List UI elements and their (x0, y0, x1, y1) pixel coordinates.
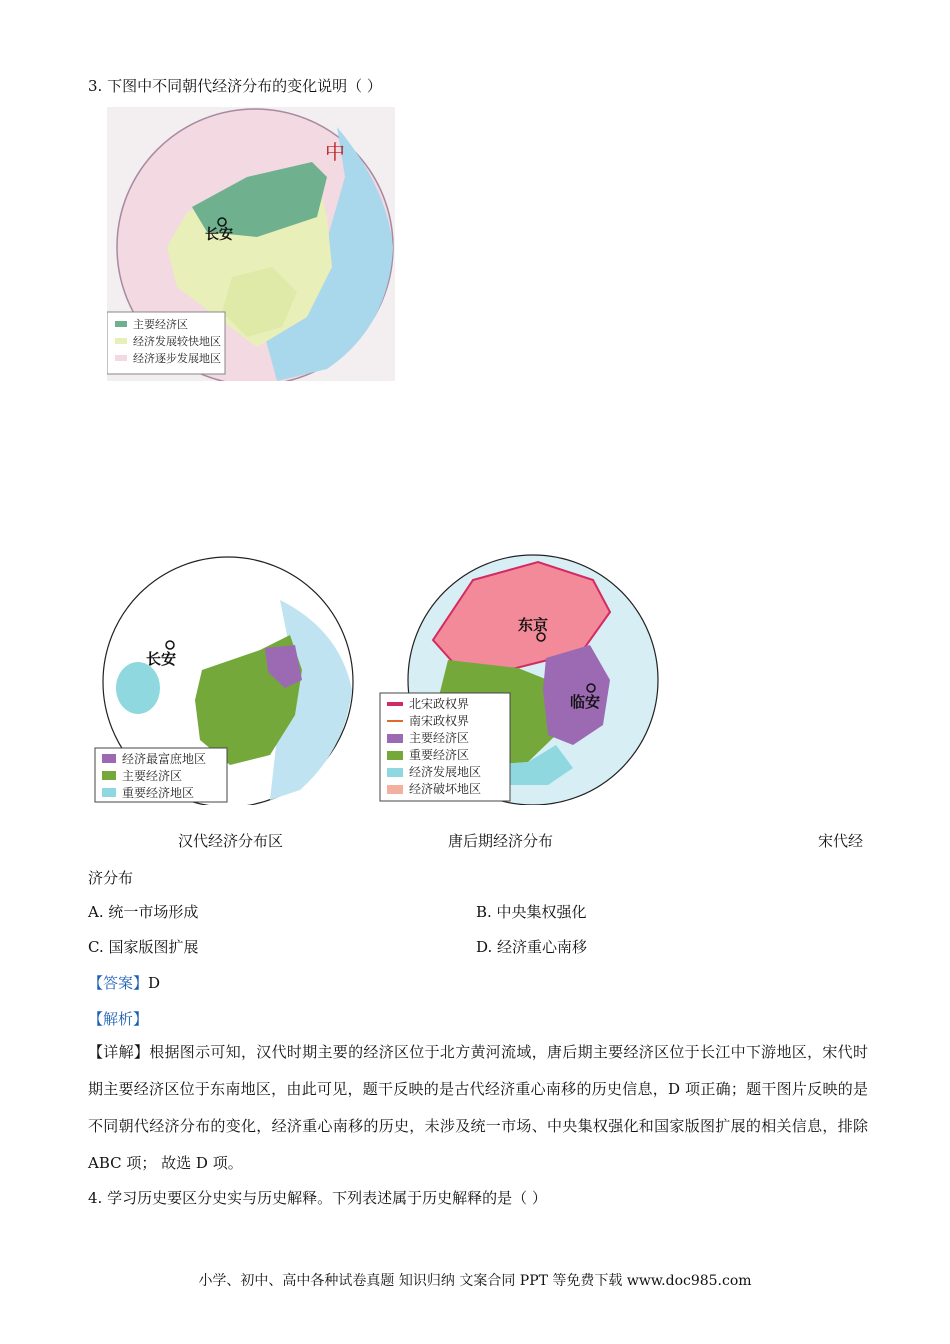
option-d: D. 经济重心南移 (476, 938, 588, 956)
map3-legend-item: 经济发展地区 (409, 765, 482, 779)
map1-city-label: 长安 (205, 227, 233, 243)
detail-text: 根据图示可知，汉代时期主要的经济区位于北方黄河流域，唐后期主要经济区位于长江中下游地区，宋代时期主要经济区位于东南地区，由此可见，题干反映的是古代经济重心南移的历史信息，D 项正确；题干图片反映的是不同朝代经济分布的变化，经济重心南移的历史，未涉及统一市场、中央集权强化和国家版图扩展的相关信息，排除 ABC 项； 故选 D 项。 (88, 1043, 868, 1172)
map3-north-city-label: 东京 (518, 616, 549, 634)
map3-legend-item: 南宋政权界 (409, 714, 470, 728)
map3-legend-item: 主要经济区 (409, 731, 470, 745)
han-economy-map (107, 107, 395, 381)
map3-legend-item: 北宋政权界 (409, 697, 470, 711)
map1-legend-item: 主要经济区 (133, 318, 188, 331)
map-corner-mark: 中 (325, 140, 345, 164)
option-c: C. 国家版图扩展 (88, 938, 199, 956)
question-3-stem: 3. 下图中不同朝代经济分布的变化说明（ ） (88, 77, 382, 95)
tang-economy-map (90, 540, 365, 805)
answer-value: D (148, 974, 161, 992)
answer-label: 【答案】 (88, 974, 149, 992)
song-economy-map (378, 540, 663, 805)
map3-legend-item: 经济破坏地区 (409, 782, 482, 796)
answer-line (88, 973, 160, 993)
map3-legend-item: 重要经济区 (409, 748, 470, 762)
caption-song-part1: 宋代经 (818, 832, 864, 850)
map2-legend-item: 重要经济地区 (122, 786, 195, 800)
page-footer: 小学、初中、高中各种试卷真题 知识归纳 文案合同 PPT 等免费下载 www.doc985.com (198, 1273, 752, 1289)
map1-legend-item: 经济发展较快地区 (133, 335, 221, 348)
map2-city-label: 长安 (146, 650, 177, 668)
question-4-stem: 4. 学习历史要区分史实与历史解释。下列表述属于历史解释的是（ ） (88, 1189, 547, 1207)
caption-song-part2: 济分布 (88, 869, 134, 887)
option-b: B. 中央集权强化 (476, 903, 587, 921)
map1-legend-item: 经济逐步发展地区 (133, 352, 221, 365)
analysis-label: 【解析】 (88, 1010, 149, 1028)
detail-paragraph (88, 1034, 868, 1182)
caption-han: 汉代经济分布区 (178, 832, 284, 850)
caption-tang: 唐后期经济分布 (448, 832, 554, 850)
map2-legend-item: 主要经济区 (122, 769, 183, 783)
map3-south-city-label: 临安 (570, 693, 601, 711)
option-a: A. 统一市场形成 (88, 903, 199, 921)
detail-label: 【详解】 (88, 1043, 150, 1061)
map2-legend-item: 经济最富庶地区 (122, 752, 207, 766)
